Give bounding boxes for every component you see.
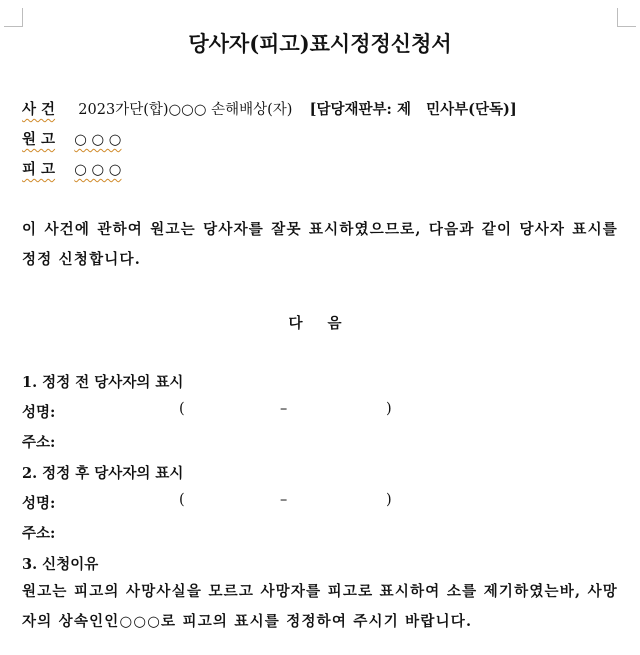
section-after-close-paren: ): [386, 492, 392, 508]
section-after-address-label: 주소:: [22, 525, 56, 542]
section-before-address-label: 주소:: [22, 434, 56, 451]
case-number: 2023가단(합)○○○ 손해배상(자): [78, 102, 293, 118]
case-line: [22, 98, 517, 119]
reason-paragraph: 원고는 피고의 사망사실을 모르고 사망자를 피고로 표시하여 소를 제기하였는바, 사망자의 상속인인○○○로 피고의 표시를 정정하여 주시기 바랍니다.: [22, 583, 618, 630]
plaintiff-label: 원 고: [22, 131, 56, 148]
page-corner-mark-left: [4, 8, 23, 27]
section-before-dash: –: [280, 401, 288, 417]
section-after-name-label: 성명:: [22, 495, 56, 512]
section-before-title: 1. 정정 전 당사자의 표시: [22, 374, 184, 391]
section-after-open-paren: (: [179, 492, 185, 508]
section-after-dash: –: [280, 492, 288, 508]
section-before-open-paren: (: [179, 401, 185, 417]
court-assignment: [담당재판부: 제 민사부(단독)]: [309, 101, 517, 118]
plaintiff-line: [22, 128, 121, 149]
heading-below: 다 음: [288, 315, 352, 332]
section-after-title: 2. 정정 후 당사자의 표시: [22, 465, 184, 482]
plaintiff-name: ○ ○ ○: [74, 132, 122, 148]
page-corner-mark-right: [617, 8, 636, 27]
intro-paragraph: 이 사건에 관하여 원고는 당사자를 잘못 표시하였으므로, 다음과 같이 당사자 표시를 정정 신청합니다.: [22, 221, 618, 268]
section-before-close-paren: ): [386, 401, 392, 417]
document-title: 당사자(피고)표시정정신청서: [188, 31, 452, 56]
defendant-label: 피 고: [22, 161, 56, 178]
defendant-line: [22, 158, 121, 179]
reason-title: 3. 신청이유: [22, 556, 99, 573]
case-label: 사 건: [22, 101, 56, 118]
defendant-name: ○ ○ ○: [74, 162, 122, 178]
section-before-name-label: 성명:: [22, 404, 56, 421]
